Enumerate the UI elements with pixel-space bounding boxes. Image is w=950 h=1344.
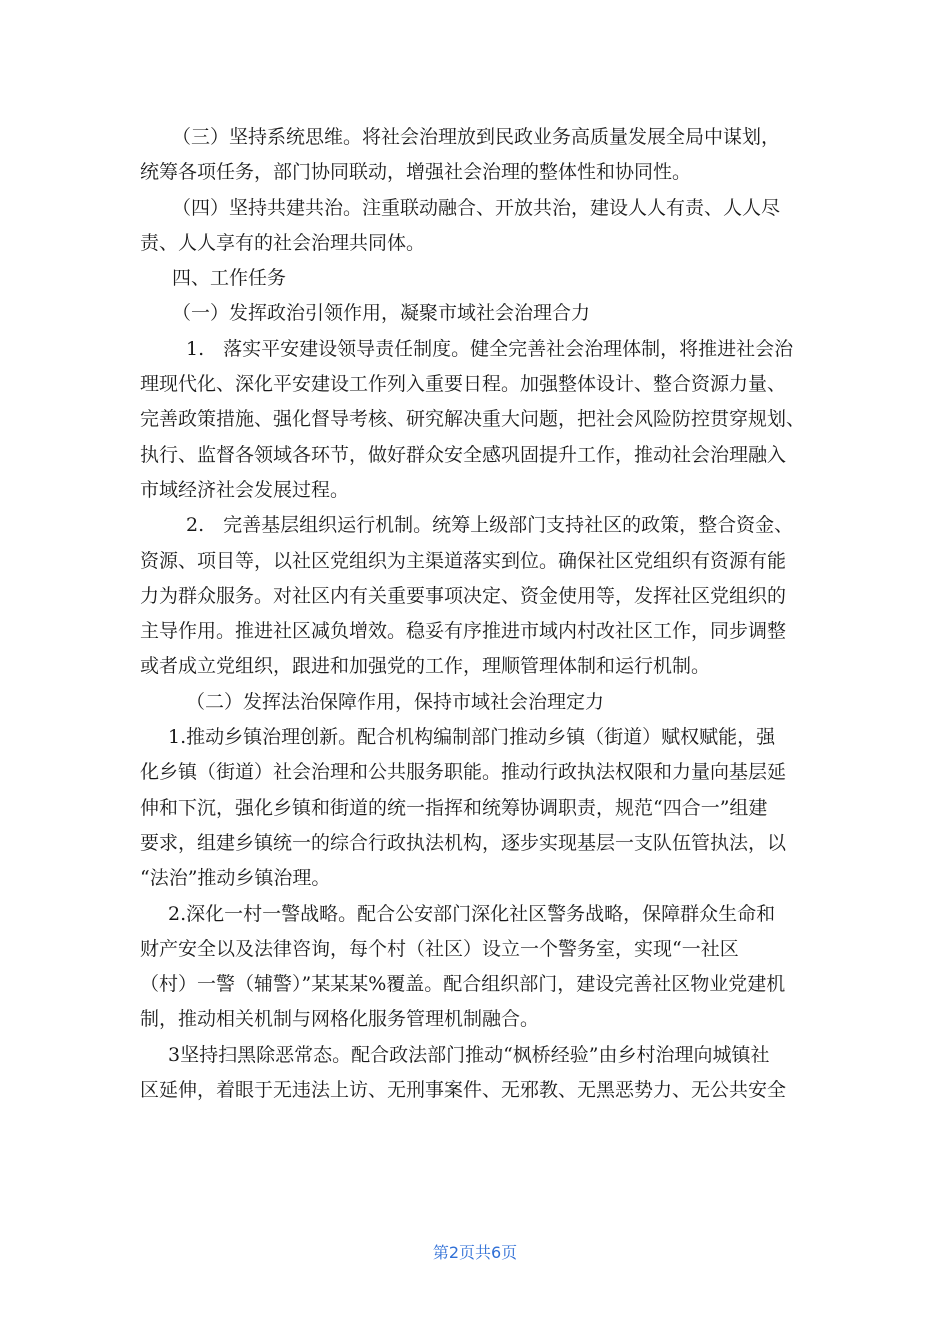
- text-line: 四、工作任务: [172, 267, 287, 290]
- text-line: 化乡镇（街道）社会治理和公共服务职能。推动行政执法权限和力量向基层延: [140, 761, 787, 784]
- text-line: 力为群众服务。对社区内有关重要事项决定、资金使用等，发挥社区党组织的: [140, 584, 787, 607]
- page-number-footer: 第2页共6页: [432, 1243, 518, 1262]
- text-line: 执行、监督各领域各环节，做好群众安全感巩固提升工作，推动社会治理融入: [140, 443, 787, 466]
- text-line: （村）一警（辅警）”某某某%覆盖。配合组织部门，建设完善社区物业党建机: [140, 973, 786, 996]
- text-line: 1. 落实平安建设领导责任制度。健全完善社会治理体制，将推进社会治: [186, 337, 794, 360]
- text-line: （三）坚持系统思维。将社会治理放到民政业务高质量发展全局中谋划，: [172, 126, 781, 148]
- text-line: 责、人人享有的社会治理共同体。: [140, 231, 426, 254]
- text-line: 或者成立党组织，跟进和加强党的工作，理顺管理体制和运行机制。: [140, 655, 711, 678]
- text-line: “法治”推动乡镇治理。: [140, 867, 331, 890]
- text-line: （二）发挥法治保障作用，保持市域社会治理定力: [186, 690, 605, 713]
- text-line: 3坚持扫黑除恶常态。配合政法部门推动“枫桥经验”由乡村治理向城镇社: [168, 1043, 770, 1066]
- text-line: 2. 完善基层组织运行机制。统筹上级部门支持社区的政策，整合资金、: [186, 514, 794, 537]
- text-line: 理现代化、深化平安建设工作列入重要日程。加强整体设计、整合资源力量、: [140, 373, 787, 396]
- text-line: 市域经济社会发展过程。: [140, 478, 350, 501]
- text-line: 主导作用。推进社区减负增效。稳妥有序推进市域内村改社区工作，同步调整: [140, 620, 787, 643]
- text-line: （一）发挥政治引领作用，凝聚市域社会治理合力: [172, 302, 591, 325]
- text-line: 制，推动相关机制与网格化服务管理机制融合。: [140, 1008, 540, 1031]
- text-line: 资源、项目等，以社区党组织为主渠道落实到位。确保社区党组织有资源有能: [140, 549, 787, 572]
- document-body: [140, 120, 806, 1108]
- text-line: 区延伸，着眼于无违法上访、无刑事案件、无邪教、无黑恶势力、无公共安全: [140, 1079, 787, 1102]
- text-line: 伸和下沉，强化乡镇和街道的统一指挥和统筹协调职责，规范“四合一”组建: [140, 796, 768, 819]
- text-line: （四）坚持共建共治。注重联动融合、开放共治，建设人人有责、人人尽: [172, 196, 781, 219]
- text-line: 2.深化一村一警战略。配合公安部门深化社区警务战略，保障群众生命和: [168, 902, 776, 925]
- text-line: 1.推动乡镇治理创新。配合机构编制部门推动乡镇（街道）赋权赋能，强: [168, 726, 776, 749]
- text-line: 要求，组建乡镇统一的综合行政执法机构，逐步实现基层一支队伍管执法，以: [140, 831, 787, 854]
- text-line: 完善政策措施、强化督导考核、研究解决重大问题，把社会风险防控贯穿规划、: [140, 408, 806, 431]
- text-line: 财产安全以及法律咨询，每个村（社区）设立一个警务室，实现“一社区: [140, 937, 739, 960]
- text-line: 统筹各项任务，部门协同联动，增强社会治理的整体性和协同性。: [140, 161, 692, 184]
